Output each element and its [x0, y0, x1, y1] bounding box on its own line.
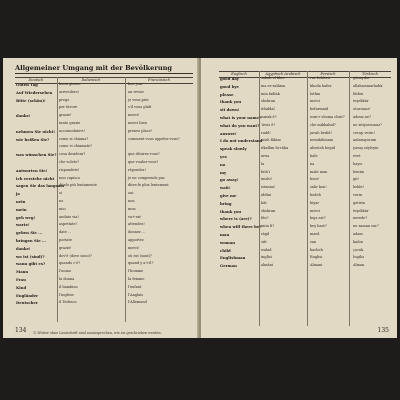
- table-cell: je ne comprends pas: [128, 175, 165, 180]
- table-cell: date ...: [59, 230, 72, 235]
- table-cell: Engländer: [16, 292, 39, 298]
- table-cell: non capisco: [59, 175, 80, 180]
- table-cell: aiwa: [261, 153, 270, 158]
- table-cell: geben Sie ...: [16, 230, 43, 236]
- table-cell: hayır: [353, 161, 363, 166]
- table-row: [15, 184, 193, 192]
- table-cell: nehmen Sie nicht!: [16, 128, 56, 134]
- table-cell: go away!: [220, 177, 239, 183]
- open-book: [3, 58, 397, 338]
- table-cell: portate: [59, 237, 72, 242]
- table-cell: merci!: [128, 113, 140, 118]
- page-number: 135: [377, 327, 389, 334]
- table-cell: andate via!: [59, 214, 79, 219]
- left-page: [3, 58, 200, 338]
- table-cell: l'uomo: [59, 269, 71, 274]
- table-cell: ahesteh begid: [310, 146, 335, 151]
- table-cell: nerede?: [353, 216, 368, 221]
- page-title: Allgemeiner Umgang mit der Bevölkerung: [15, 64, 193, 74]
- column-header: Französisch: [148, 78, 170, 82]
- column-header: Italienisch: [81, 78, 101, 82]
- table-cell: attendez!: [128, 222, 145, 227]
- table-cell: ich verstehe nicht: [16, 175, 55, 181]
- table-cell: child: [220, 247, 231, 253]
- table-cell: la: [261, 161, 265, 166]
- table-cell: s'il vous plaît: [128, 105, 152, 110]
- table-cell: dites-le plus lentement: [128, 183, 169, 188]
- table-cell: Deutscher: [16, 300, 38, 306]
- table-cell: javab bedid!: [310, 130, 332, 135]
- table-cell: bacheh: [310, 247, 323, 252]
- table-cell: yavaş söyleyin: [353, 146, 379, 151]
- table-cell: günaydın: [353, 76, 370, 80]
- table-cell: wann gibt es?: [16, 261, 46, 267]
- table-cell: min fadlak: [261, 91, 280, 96]
- table-cell: l'homme: [128, 269, 144, 274]
- table-cell: was wünschen Sie?: [16, 152, 57, 158]
- table-cell: quand y a-t-il?: [128, 261, 154, 266]
- table-cell: Englisi: [310, 255, 323, 260]
- table-cell: istanna!: [261, 185, 276, 190]
- table-cell: la femme: [128, 276, 145, 281]
- table-cell: mard: [310, 231, 320, 236]
- table-cell: key hast?: [310, 224, 327, 229]
- left-table-body: [15, 83, 193, 309]
- table-cell: che volete?: [59, 159, 80, 164]
- table-cell: dov'è (dove sono)?: [59, 253, 92, 258]
- column-header: Türkisch: [362, 72, 378, 76]
- table-cell: wie heißen Sie?: [16, 136, 50, 142]
- table-row: [219, 178, 391, 186]
- table-row: [15, 301, 193, 309]
- table-cell: mein: [16, 206, 27, 212]
- table-cell: adınız ne?: [353, 114, 371, 119]
- table-cell: iddīni: [261, 192, 272, 197]
- table-cell: verin: [353, 192, 363, 197]
- table-cell: que voulez-vous?: [128, 159, 159, 164]
- table-cell: imta fi?: [261, 224, 275, 229]
- table-cell: Mann: [16, 269, 29, 275]
- table-cell: warte!: [16, 222, 30, 228]
- table-cell: Bitte (schön)!: [16, 97, 46, 103]
- table-cell: good day: [220, 76, 240, 81]
- table-cell: nemifahmam: [310, 138, 334, 143]
- table-row: [15, 153, 193, 161]
- table-cell: İngiliz: [353, 255, 365, 260]
- table-cell: bale: [310, 153, 318, 158]
- table-cell: danke!: [16, 245, 31, 251]
- table-cell: l'Anglais: [128, 292, 144, 297]
- table-cell: la donna: [59, 276, 75, 281]
- table-cell: bitāʿi: [261, 169, 271, 174]
- table-cell: va-t-en!: [128, 214, 142, 219]
- table-cell: Frau: [16, 276, 26, 282]
- table-cell: l'enfant: [128, 284, 142, 289]
- table-cell: thank you: [220, 99, 242, 105]
- table-row: [15, 99, 193, 107]
- table-cell: zan: [310, 239, 317, 244]
- table-row: [15, 278, 193, 286]
- table-cell: teşekkür: [353, 99, 369, 104]
- table-cell: benim: [353, 169, 365, 174]
- table-cell: aspettate!: [59, 222, 77, 227]
- table-cell: je vous prie: [128, 97, 149, 102]
- table-row: [15, 192, 193, 200]
- table-cell: sabr kon!: [310, 185, 327, 190]
- page-number: 134: [15, 327, 27, 334]
- table-cell: tante grazie: [59, 120, 81, 125]
- table-cell: inglīzi: [261, 255, 272, 260]
- table-cell: antworten Sie!: [16, 167, 48, 173]
- table-cell: khoda hafez: [310, 83, 332, 88]
- table-cell: répondez!: [128, 167, 146, 172]
- table-cell: prenez place!: [128, 128, 153, 133]
- table-cell: wait!: [220, 185, 231, 191]
- table-cell: lütfen: [353, 91, 364, 96]
- table-cell: anlamıyorum: [353, 138, 377, 143]
- table-cell: cosa desidera?: [59, 152, 86, 157]
- table-cell: no: [59, 198, 64, 203]
- table-cell: wo ist (sind)?: [16, 253, 45, 259]
- table-cell: mish fāhim: [261, 138, 281, 143]
- table-row: [219, 186, 391, 194]
- column-header: Deutsch: [28, 78, 44, 82]
- right-page: [201, 58, 397, 338]
- table-cell: where is (are)?: [220, 216, 252, 222]
- table-cell: mio: [59, 206, 66, 211]
- table-cell: ne istiyorsunuz?: [353, 122, 382, 127]
- table-row: [15, 262, 193, 270]
- table-cell: adam: [353, 231, 363, 236]
- table-cell: shokran: [261, 208, 276, 213]
- column-header: Englisch: [231, 72, 247, 76]
- table-row: [15, 138, 193, 146]
- table-cell: mon: [128, 206, 136, 211]
- table-cell: good bye: [220, 83, 239, 89]
- table-cell: sagen Sie das langsam: [16, 183, 65, 189]
- table-cell: çocuk: [353, 247, 364, 252]
- table-cell: sit down!: [220, 107, 240, 113]
- table-row: [219, 233, 391, 241]
- table-cell: bringen Sie ...: [16, 237, 46, 243]
- table-cell: come vi chiamate?: [59, 144, 92, 149]
- table-row: [15, 106, 193, 114]
- table-row: [15, 286, 193, 294]
- table-row: [15, 239, 193, 247]
- table-cell: German: [220, 263, 237, 269]
- table-row: [219, 256, 391, 264]
- table-cell: sabah el kher: [261, 76, 285, 80]
- table-cell: esm-e shoma chist?: [310, 114, 345, 119]
- table-cell: bekle!: [353, 185, 365, 190]
- table-cell: befarmaid: [310, 107, 329, 112]
- table-cell: evet: [353, 153, 361, 158]
- table-row: [219, 225, 391, 233]
- table-cell: rāgil: [261, 231, 270, 236]
- table-row: [219, 85, 391, 93]
- right-table-body: [219, 77, 391, 272]
- table-cell: oturunuz!: [353, 107, 371, 112]
- table-cell: my: [220, 169, 227, 175]
- table-cell: na: [310, 161, 315, 166]
- table-cell: merci!: [128, 245, 140, 250]
- table-cell: quando c'è?: [59, 261, 81, 266]
- table-cell: itkallim bi-rāḥa: [261, 146, 289, 151]
- table-cell: bon jour: [128, 82, 143, 86]
- table-cell: que désirez-vous?: [128, 152, 160, 157]
- table-cell: il bambino: [59, 284, 78, 289]
- table-cell: ʿāwiz ē?: [261, 122, 276, 127]
- column-header: Persisch: [320, 72, 336, 76]
- column-header: Ägyptisch-Arabisch: [265, 72, 301, 76]
- table-cell: oui: [128, 191, 134, 196]
- table-cell: bring: [220, 200, 232, 206]
- table-cell: male man: [310, 169, 328, 174]
- table-cell: hāt: [261, 200, 267, 205]
- table-cell: Kind: [16, 284, 27, 290]
- table-cell: prego: [59, 97, 70, 102]
- table-cell: ditelo più lentamente: [59, 183, 97, 188]
- table-cell: per favore: [59, 105, 78, 110]
- table-cell: biyar: [310, 200, 320, 205]
- table-cell: arrivederci: [59, 89, 79, 94]
- table-cell: answer!: [220, 130, 237, 136]
- table-cell: buon giorno: [59, 82, 81, 86]
- table-cell: l'Allemand: [128, 300, 147, 305]
- table-cell: cevap verin!: [353, 130, 375, 135]
- table-cell: walad: [261, 247, 272, 252]
- table-cell: please: [220, 91, 234, 97]
- table-cell: Englishman: [220, 255, 246, 261]
- table-cell: git!: [353, 177, 360, 182]
- table-row: [219, 241, 391, 249]
- table-row: [219, 155, 391, 163]
- table-cell: what is your name?: [220, 114, 262, 120]
- table-cell: yes: [220, 153, 227, 159]
- table-cell: no: [220, 161, 226, 167]
- table-cell: rispondete!: [59, 167, 80, 172]
- table-cell: ja: [16, 191, 20, 197]
- table-cell: sitt: [261, 239, 267, 244]
- table-row: [219, 171, 391, 179]
- table-cell: grazie!: [59, 245, 72, 250]
- table-cell: fēn?: [261, 216, 269, 221]
- table-cell: bedeh: [310, 192, 321, 197]
- table-cell: come si chiama?: [59, 136, 89, 141]
- table-cell: ne zaman var?: [353, 224, 379, 229]
- table-cell: danke!: [16, 113, 31, 119]
- table-row: [219, 264, 391, 272]
- table-cell: merci bien: [128, 120, 147, 125]
- table-cell: Guten Tag: [16, 82, 38, 87]
- table-cell: donnez ...: [128, 230, 146, 235]
- table-cell: il Tedesco: [59, 300, 77, 305]
- table-cell: rudd!: [261, 130, 271, 135]
- table-cell: si: [59, 191, 62, 196]
- table-cell: koja ast?: [310, 216, 326, 221]
- table-cell: speak slowly: [220, 146, 247, 152]
- footnote: 1) Wörter ohne Lautschrift sind auszusprechen, wie sie geschrieben werden.: [33, 331, 162, 335]
- table-cell: Alman: [353, 263, 365, 268]
- table-cell: almāni: [261, 263, 273, 268]
- table-cell: comment vous appelez-vous?: [128, 136, 180, 141]
- table-row: [15, 114, 193, 122]
- table-row: [15, 294, 193, 302]
- table-row: [219, 194, 391, 202]
- table-cell: apportez: [128, 237, 144, 242]
- table-cell: merci: [310, 208, 321, 213]
- table-row: [15, 200, 193, 208]
- table-cell: grazie!: [59, 113, 72, 118]
- table-cell: geh weg!: [16, 214, 36, 220]
- table-cell: getirin: [353, 200, 365, 205]
- table-cell: when will there be?: [220, 224, 262, 230]
- table-cell: Auf Wiedersehen: [16, 89, 53, 95]
- table-cell: nein: [16, 198, 26, 204]
- table-cell: teşekkür: [353, 208, 369, 213]
- table-cell: what do you want?: [220, 122, 260, 128]
- table-cell: kadın: [353, 239, 363, 244]
- table-cell: l'inglese: [59, 292, 74, 297]
- table-cell: non: [128, 198, 135, 203]
- table-cell: man: [220, 231, 230, 237]
- table-cell: ismak ē?: [261, 114, 277, 119]
- table-cell: woman: [220, 239, 236, 245]
- table-row: [15, 270, 193, 278]
- table-cell: Almani: [310, 263, 323, 268]
- table-cell: give me: [220, 192, 237, 198]
- table-cell: ruz bekheir: [310, 76, 331, 80]
- table-cell: ma es-salāma: [261, 83, 286, 88]
- table-cell: imshi!: [261, 177, 273, 182]
- table-cell: au revoir: [128, 89, 145, 94]
- table-row: [219, 147, 391, 155]
- table-cell: accomodatevi!: [59, 128, 85, 133]
- table-row: [15, 216, 193, 224]
- table-cell: où est (sont)?: [128, 253, 153, 258]
- table-cell: shokran: [261, 99, 276, 104]
- table-row: [219, 163, 391, 171]
- table-cell: itfaddal: [261, 107, 275, 112]
- table-cell: che mikhahid?: [310, 122, 336, 127]
- table-row: [15, 208, 193, 216]
- table-cell: lotfan: [310, 91, 321, 96]
- table-cell: thank you: [220, 208, 242, 214]
- table-cell: I do not understand: [220, 138, 263, 144]
- table-cell: boro!: [310, 177, 320, 182]
- table-cell: allahaısmarladık: [353, 83, 383, 88]
- table-cell: merci: [310, 99, 321, 104]
